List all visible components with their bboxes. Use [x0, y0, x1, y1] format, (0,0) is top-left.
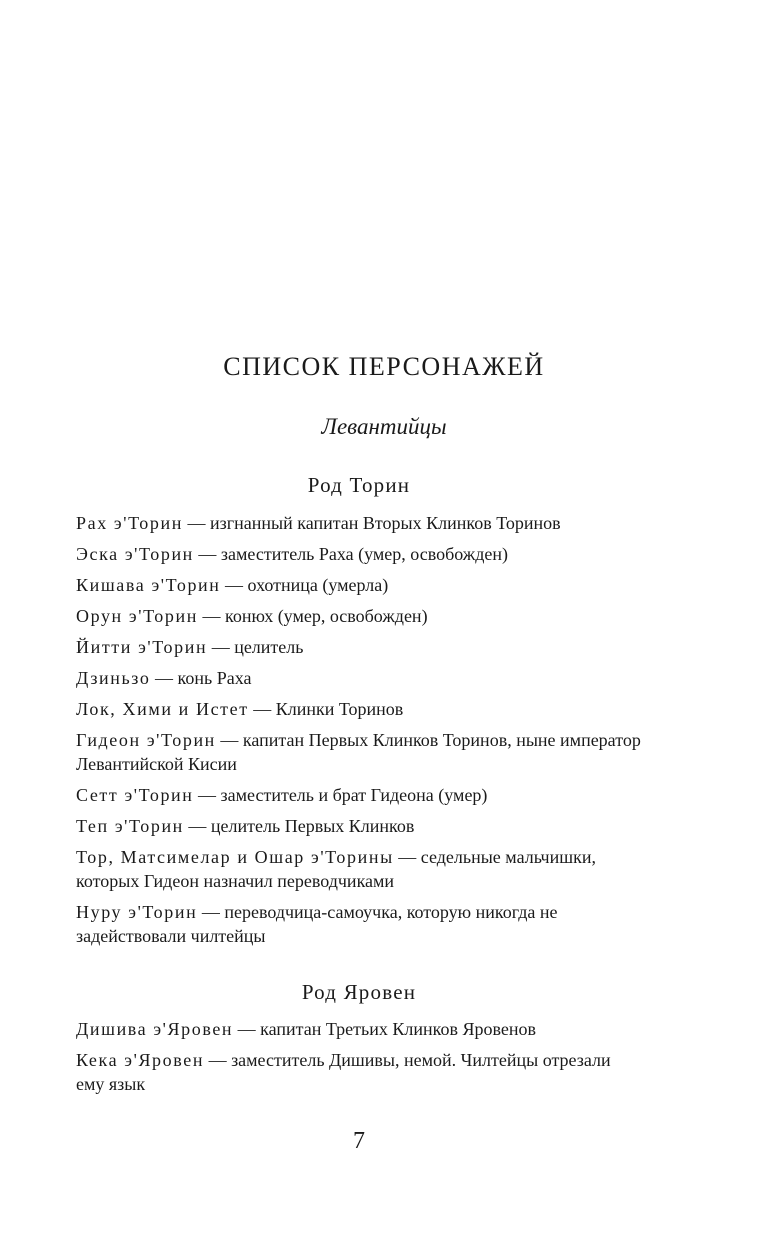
- character-description: — охотница (умерла): [220, 575, 389, 595]
- list-item: [76, 542, 642, 566]
- character-description: — заместитель Раха (умер, освобожден): [193, 544, 509, 564]
- character-list-yaroven: [76, 1017, 642, 1103]
- list-item: [76, 604, 642, 628]
- character-list-torin: [76, 511, 642, 955]
- character-name: Нуру э'Торин: [76, 902, 198, 922]
- list-item: [76, 635, 642, 659]
- page-number: 7: [353, 1128, 365, 1154]
- list-item: [76, 697, 642, 721]
- section-subtitle: Левантийцы: [321, 414, 447, 439]
- list-item: [76, 666, 642, 690]
- character-description: — Клинки Торинов: [248, 699, 404, 719]
- character-name: Эска э'Торин: [76, 544, 194, 564]
- character-description: — капитан Первых Клинков Торинов, ныне император Левантийской Кисии: [76, 730, 641, 774]
- character-description: — целитель Первых Клинков: [183, 816, 415, 836]
- list-item: [76, 573, 642, 597]
- character-name: Лок, Хими и Истет: [76, 699, 249, 719]
- list-item: [76, 814, 642, 838]
- house-heading-yaroven: Род Яровен: [301, 980, 417, 1004]
- character-name: Йитти э'Торин: [76, 637, 208, 657]
- character-name: Теп э'Торин: [76, 816, 184, 836]
- character-description: — переводчица-самоучка, которую никогда не задействовали чилтейцы: [76, 902, 558, 946]
- list-item: [76, 845, 642, 893]
- character-name: Тор, Матсимелар и Ошар э'Торины: [76, 847, 394, 867]
- house-heading-torin: Род Торин: [307, 473, 411, 497]
- page-title: СПИСОК ПЕРСОНАЖЕЙ: [223, 352, 545, 381]
- character-name: Сетт э'Торин: [76, 785, 194, 805]
- character-description: — заместитель Дишивы, немой. Чилтейцы отрезали ему язык: [76, 1050, 611, 1094]
- character-description: — целитель: [207, 637, 304, 657]
- character-name: Гидеон э'Торин: [76, 730, 216, 750]
- list-item: [76, 728, 642, 776]
- character-name: Орун э'Торин: [76, 606, 198, 626]
- character-name: Кишава э'Торин: [76, 575, 221, 595]
- character-description: — заместитель и брат Гидеона (умер): [193, 785, 488, 805]
- list-item: [76, 1017, 642, 1041]
- list-item: [76, 900, 642, 948]
- character-description: — конь Раха: [150, 668, 252, 688]
- list-item: [76, 511, 642, 535]
- character-description: — седельные мальчишки, которых Гидеон назначил переводчиками: [76, 847, 596, 891]
- character-name: Дишива э'Яровен: [76, 1019, 234, 1039]
- list-item: [76, 1048, 642, 1096]
- character-name: Кека э'Яровен: [76, 1050, 205, 1070]
- character-name: Дзиньзо: [76, 668, 151, 688]
- character-description: — изгнанный капитан Вторых Клинков Торинов: [182, 513, 561, 533]
- list-item: [76, 783, 642, 807]
- character-description: — конюх (умер, освобожден): [197, 606, 428, 626]
- character-description: — капитан Третьих Клинков Яровенов: [233, 1019, 536, 1039]
- character-name: Рах э'Торин: [76, 513, 183, 533]
